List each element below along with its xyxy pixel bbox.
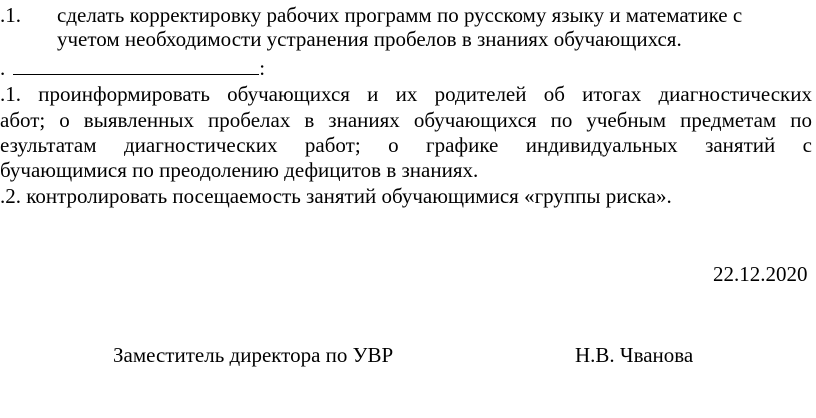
item-1-text-line-2: учетом необходимости устранения пробелов в знаниях обучающихся. [57,27,682,51]
item-1-text-line-1: сделать корректировку рабочих программ по русскому языку и математике с [57,3,743,27]
item-2-1-line-3: езультатам диагностических работ; о графике индивидуальных занятий с [0,133,812,157]
item-1-number: .1. [0,3,21,27]
item-2-1-line-2: абот; о выявленных пробелах в знаниях обучающихся по учебным предметам по [0,108,812,132]
document-date: 22.12.2020 [713,262,808,286]
signatory-position: Заместитель директора по УВР [113,343,394,367]
section-heading [0,56,265,80]
item-2-2-text: .2. контролировать посещаемость занятий обучающимися «группы риска». [0,184,672,208]
blank-underline [13,57,259,75]
signatory-name: Н.В. Чванова [575,343,694,367]
section-number: . [0,56,6,80]
item-2-1-line-4: бучающимися по преодолению дефицитов в знаниях. [0,158,479,182]
item-2-1-line-1: .1. проинформировать обучающихся и их родителей об итогах диагностических [0,82,812,106]
section-blank-suffix: : [259,56,266,80]
